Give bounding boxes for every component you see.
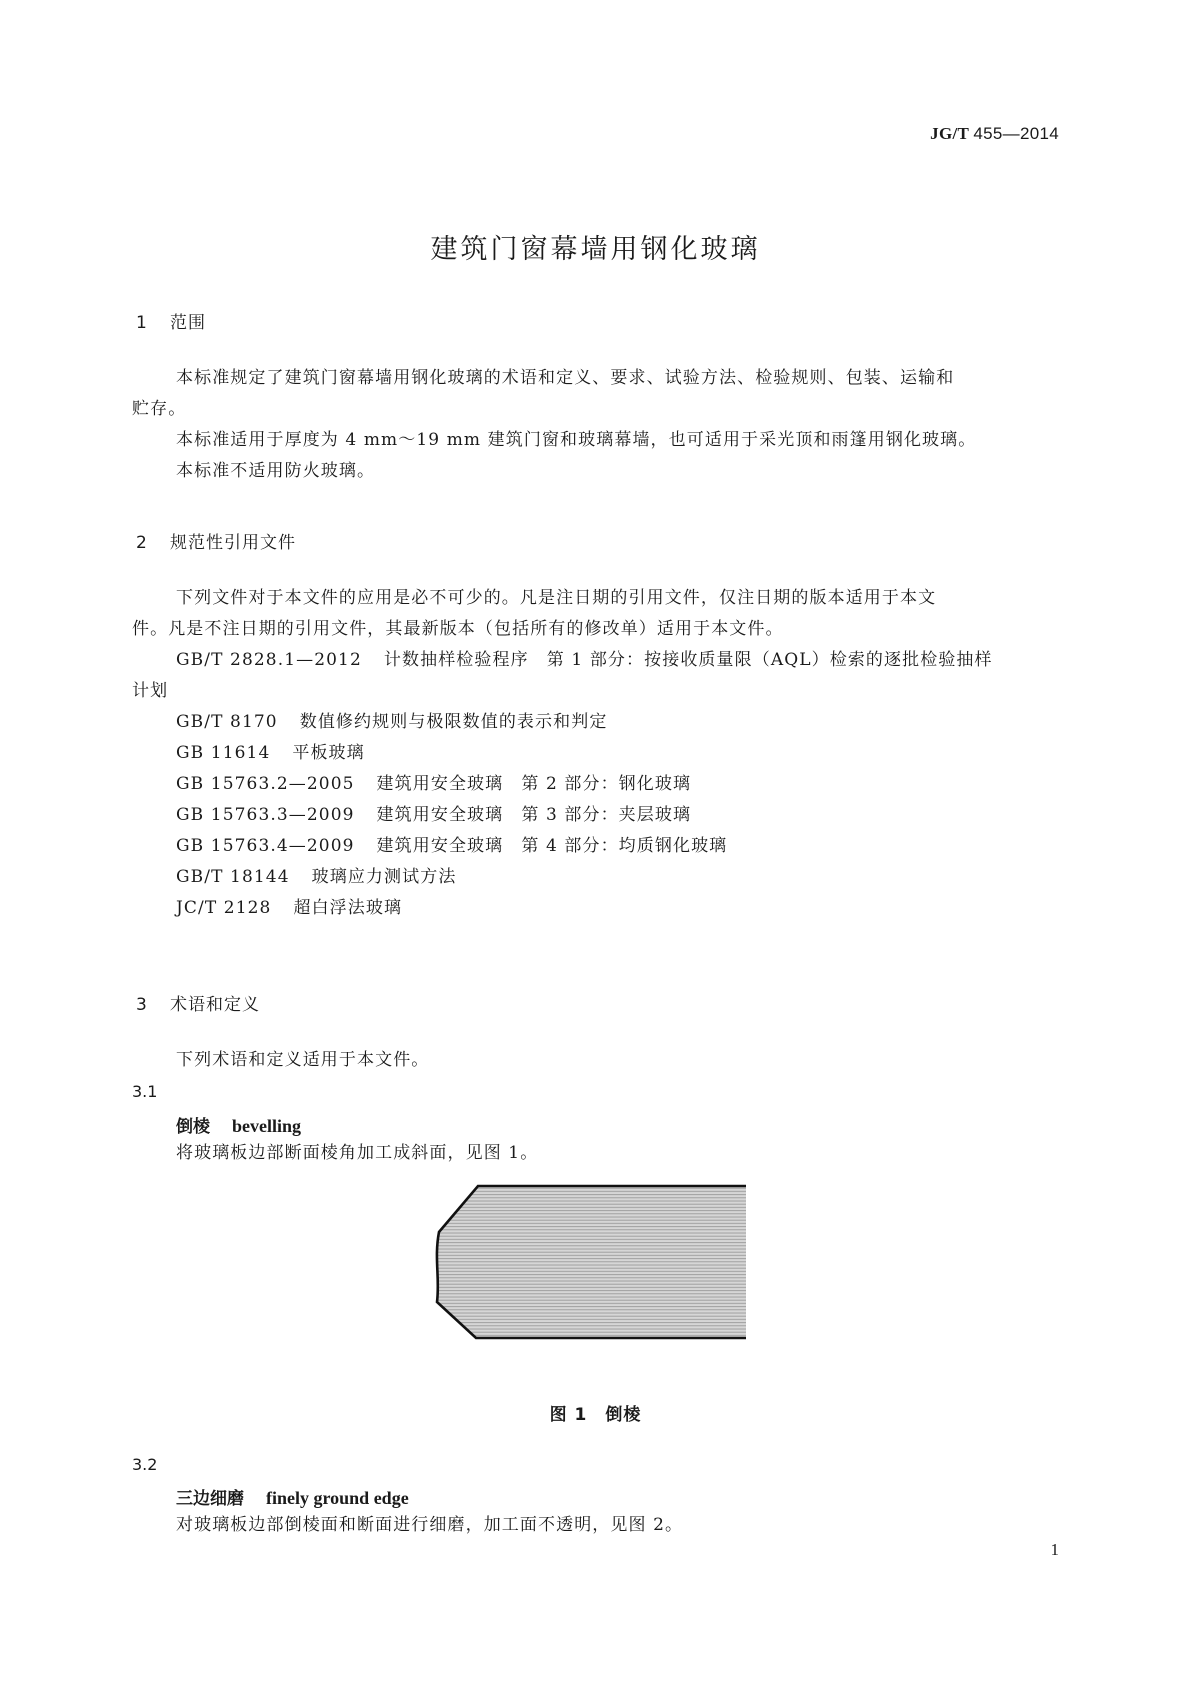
reference-code: GB 15763.3—2009	[176, 805, 355, 825]
paragraph: 本标准适用于厚度为 4 mm～19 mm 建筑门窗和玻璃幕墙，也可适用于采光顶和雨篷用钢化玻璃。	[176, 430, 977, 450]
section-title: 规范性引用文件	[170, 533, 296, 553]
paragraph: 本标准不适用防火玻璃。	[176, 461, 376, 481]
figure-caption: 图 1 倒棱	[549, 1405, 642, 1425]
section-heading-normative-references	[136, 528, 296, 553]
reference-item	[176, 799, 691, 831]
paragraph: 本标准规定了建筑门窗幕墙用钢化玻璃的术语和定义、要求、试验方法、检验规则、包装、运输和	[176, 368, 955, 388]
section-number: 2	[136, 533, 148, 553]
section-title: 术语和定义	[170, 995, 260, 1015]
reference-item	[176, 768, 691, 800]
term-en: bevelling	[232, 1116, 302, 1136]
standard-prefix: JG/T	[930, 124, 969, 143]
term-definition: 将玻璃板边部断面棱角加工成斜面，见图 1。	[176, 1143, 539, 1163]
reference-item	[176, 706, 607, 738]
section-title: 范围	[170, 313, 206, 333]
reference-title: 建筑用安全玻璃 第 2 部分：钢化玻璃	[376, 774, 692, 794]
term-definition: 对玻璃板边部倒棱面和断面进行细磨，加工面不透明，见图 2。	[176, 1515, 684, 1535]
reference-title: 玻璃应力测试方法	[311, 867, 457, 887]
reference-item	[176, 861, 456, 893]
term-number: 3.1	[132, 1082, 158, 1101]
reference-code: GB/T 18144	[176, 867, 290, 887]
paragraph: 下列术语和定义适用于本文件。	[176, 1050, 430, 1070]
reference-code: GB 11614	[176, 743, 271, 763]
figure-bevelling	[430, 1178, 760, 1348]
standard-code	[930, 124, 1059, 144]
term-heading	[176, 1112, 301, 1137]
term-zh: 倒棱	[176, 1117, 210, 1137]
reference-code: GB/T 2828.1—2012	[176, 650, 362, 670]
reference-code: GB 15763.4—2009	[176, 836, 355, 856]
standard-number: 455—2014	[973, 124, 1059, 143]
reference-title: 建筑用安全玻璃 第 3 部分：夹层玻璃	[376, 805, 692, 825]
reference-title: 计数抽样检验程序 第 1 部分：按接收质量限（AQL）检索的逐批检验抽样	[383, 650, 993, 670]
reference-title: 建筑用安全玻璃 第 4 部分：均质钢化玻璃	[376, 836, 728, 856]
section-heading-scope	[136, 308, 206, 333]
reference-title: 超白浮法玻璃	[293, 898, 403, 918]
paragraph: 下列文件对于本文件的应用是必不可少的。凡是注日期的引用文件，仅注日期的版本适用于本文	[176, 588, 937, 608]
document-title: 建筑门窗幕墙用钢化玻璃	[430, 234, 761, 265]
reference-code: GB 15763.2—2005	[176, 774, 355, 794]
term-zh: 三边细磨	[176, 1489, 244, 1509]
paragraph-continuation: 件。凡是不注日期的引用文件，其最新版本（包括所有的修改单）适用于本文件。	[132, 619, 784, 639]
section-number: 1	[136, 313, 148, 333]
term-en: finely ground edge	[266, 1488, 409, 1508]
paragraph-continuation: 贮存。	[132, 399, 187, 419]
term-heading	[176, 1484, 409, 1509]
section-heading-terms	[136, 990, 260, 1015]
reference-title-continuation: 计划	[132, 681, 169, 701]
bevelled-edge-illustration	[430, 1178, 760, 1348]
reference-code: GB/T 8170	[176, 712, 278, 732]
reference-code: JC/T 2128	[176, 898, 272, 918]
reference-item	[176, 892, 402, 924]
reference-title: 数值修约规则与极限数值的表示和判定	[299, 712, 608, 732]
term-number: 3.2	[132, 1455, 158, 1474]
reference-title: 平板玻璃	[292, 743, 365, 763]
reference-item	[176, 830, 727, 862]
reference-item	[176, 644, 993, 676]
section-number: 3	[136, 995, 148, 1015]
page-number: 1	[1050, 1540, 1059, 1559]
reference-item	[176, 737, 365, 769]
